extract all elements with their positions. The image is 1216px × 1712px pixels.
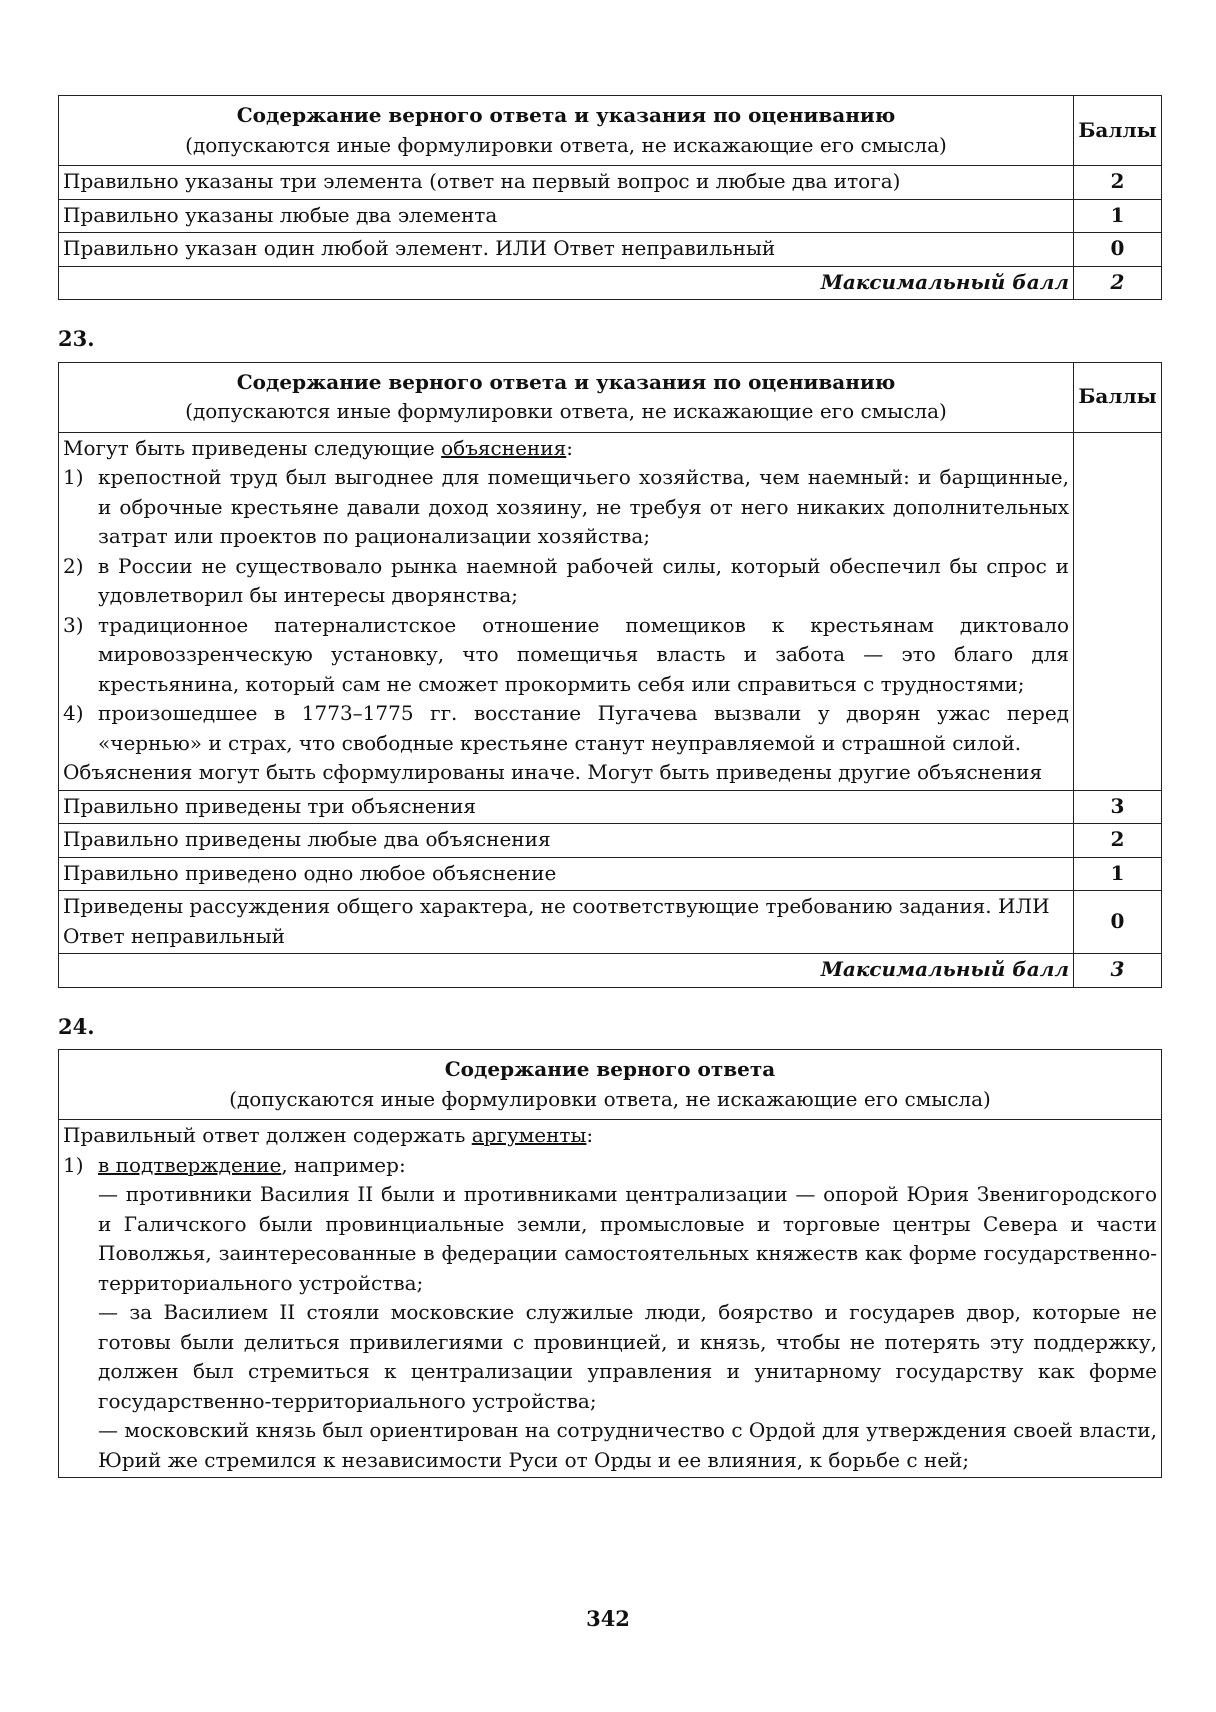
answer-closing: Объяснения могут быть сформулированы иначе. Могут быть приведены другие объяснения bbox=[63, 760, 1043, 784]
list-item: 1) в подтверждение, например: bbox=[63, 1152, 406, 1177]
answer-header-note: (допускаются иные формулировки ответа, не искажающие его смысла) bbox=[185, 132, 947, 157]
criterion-text: Правильно указан один любой элемент. ИЛИ Ответ неправильный bbox=[59, 233, 1074, 267]
table-header-row bbox=[59, 1050, 1162, 1120]
criterion-text: Правильно приведено одно любое объяснение bbox=[59, 857, 1074, 891]
criterion-score: 2 bbox=[1074, 824, 1162, 858]
table-row bbox=[59, 233, 1162, 267]
answer-table-24 bbox=[58, 1049, 1162, 1478]
list-item: 2) в России не существовало рынка наемной рабочей силы, который обеспечил бы спрос и удовлетворил бы интересы дворянства; bbox=[63, 553, 1069, 607]
answer-intro: Могут быть приведены следующие объяснения: bbox=[63, 435, 573, 460]
arguments-list bbox=[63, 1151, 1157, 1181]
page bbox=[58, 95, 1162, 1478]
answer-content bbox=[59, 432, 1074, 790]
table-header-row bbox=[59, 362, 1162, 432]
answer-header-note: (допускаются иные формулировки ответа, не искажающие его смысла) bbox=[185, 399, 947, 423]
answer-content-row bbox=[59, 1120, 1162, 1478]
table-row bbox=[59, 166, 1162, 200]
criterion-score: 3 bbox=[1074, 790, 1162, 824]
argument-point: — противники Василия II были и противниками централизации — опорой Юрия Звенигородского и Галичского были провинциальные земли, промысловые и торговые центры Севера и части Поволжья, заинтересованные в федерации самостоятельных княжеств как форме государственно-территориального устройства; bbox=[98, 1182, 1157, 1295]
criterion-text: Приведены рассуждения общего характера, не соответствующие требованию задания. ИЛИ Ответ неправильный bbox=[59, 891, 1074, 954]
scoring-table-22 bbox=[58, 95, 1162, 300]
answer-header bbox=[59, 1050, 1162, 1120]
explanations-list bbox=[63, 463, 1069, 758]
table-row bbox=[59, 857, 1162, 891]
answer-content-row bbox=[59, 432, 1162, 790]
answer-header-title: Содержание верного ответа и указания по оцениванию bbox=[236, 103, 896, 127]
score-header: Баллы bbox=[1074, 96, 1162, 166]
max-score-label: Максимальный балл bbox=[59, 954, 1074, 988]
criterion-text: Правильно указаны любые два элемента bbox=[59, 199, 1074, 233]
max-score-row bbox=[59, 954, 1162, 988]
answer-header-title: Содержание верного ответа и указания по оцениванию bbox=[236, 369, 896, 394]
list-item: 1) крепостной труд был выгоднее для помещичьего хозяйства, чем наемный: и барщинные, и оброчные крестьяне давали доход хозяину, не требуя от него никаких дополнительных затрат или проектов по рационализации хозяйства; bbox=[63, 465, 1069, 548]
table-row bbox=[59, 891, 1162, 954]
max-score-value: 2 bbox=[1074, 266, 1162, 300]
score-header: Баллы bbox=[1074, 362, 1162, 432]
criterion-text: Правильно приведены любые два объяснения bbox=[59, 824, 1074, 858]
max-score-row bbox=[59, 266, 1162, 300]
answer-header-note: (допускаются иные формулировки ответа, не искажающие его смысла) bbox=[229, 1086, 991, 1111]
table-header-row bbox=[59, 96, 1162, 166]
max-score-label: Максимальный балл bbox=[59, 266, 1074, 300]
page-number: 342 bbox=[586, 1606, 630, 1631]
criterion-text: Правильно указаны три элемента (ответ на первый вопрос и любые два итога) bbox=[59, 166, 1074, 200]
scoring-table-23 bbox=[58, 362, 1162, 988]
task-number-24: 24. bbox=[58, 1013, 95, 1039]
task-number-23: 23. bbox=[58, 326, 95, 351]
answer-content bbox=[59, 1120, 1162, 1478]
answer-header bbox=[59, 362, 1074, 432]
answer-intro: Правильный ответ должен содержать аргументы: bbox=[63, 1123, 594, 1147]
table-row bbox=[59, 790, 1162, 824]
answer-header-title: Содержание верного ответа bbox=[444, 1057, 776, 1081]
criterion-score: 0 bbox=[1074, 891, 1162, 954]
argument-point: — московский князь был ориентирован на сотрудничество с Ордой для утверждения своей власти, Юрий же стремился к независимости Руси от Орды и ее влияния, к борьбе с ней; bbox=[98, 1418, 1157, 1472]
table-row bbox=[59, 824, 1162, 858]
list-item: 3) традиционное патерналистское отношение помещиков к крестьянам диктовало мировоззренческую установку, что помещичья власть и забота — это благо для крестьянина, который сам не сможет прокормить себя или справиться с трудностями; bbox=[63, 612, 1069, 696]
criterion-score: 1 bbox=[1074, 857, 1162, 891]
criterion-score: 0 bbox=[1074, 233, 1162, 267]
empty-score-cell bbox=[1074, 432, 1162, 790]
answer-header bbox=[59, 96, 1074, 166]
argument-point: — за Василием II стояли московские служилые люди, боярство и государев двор, которые не готовы были делиться привилегиями с провинцией, и князь, чтобы не потерять эту поддержку, должен был стремиться к централизации управления и унитарному государству как форме государственно-территориального устройства; bbox=[98, 1300, 1157, 1413]
table-row bbox=[59, 199, 1162, 233]
list-item: 4) произошедшее в 1773–1775 гг. восстание Пугачева вызвали у дворян ужас перед «чернью» и страх, что свободные крестьяне станут неуправляемой и страшной силой. bbox=[63, 701, 1069, 755]
criterion-score: 1 bbox=[1074, 199, 1162, 233]
max-score-value: 3 bbox=[1074, 954, 1162, 988]
criterion-score: 2 bbox=[1074, 166, 1162, 200]
criterion-text: Правильно приведены три объяснения bbox=[59, 790, 1074, 824]
